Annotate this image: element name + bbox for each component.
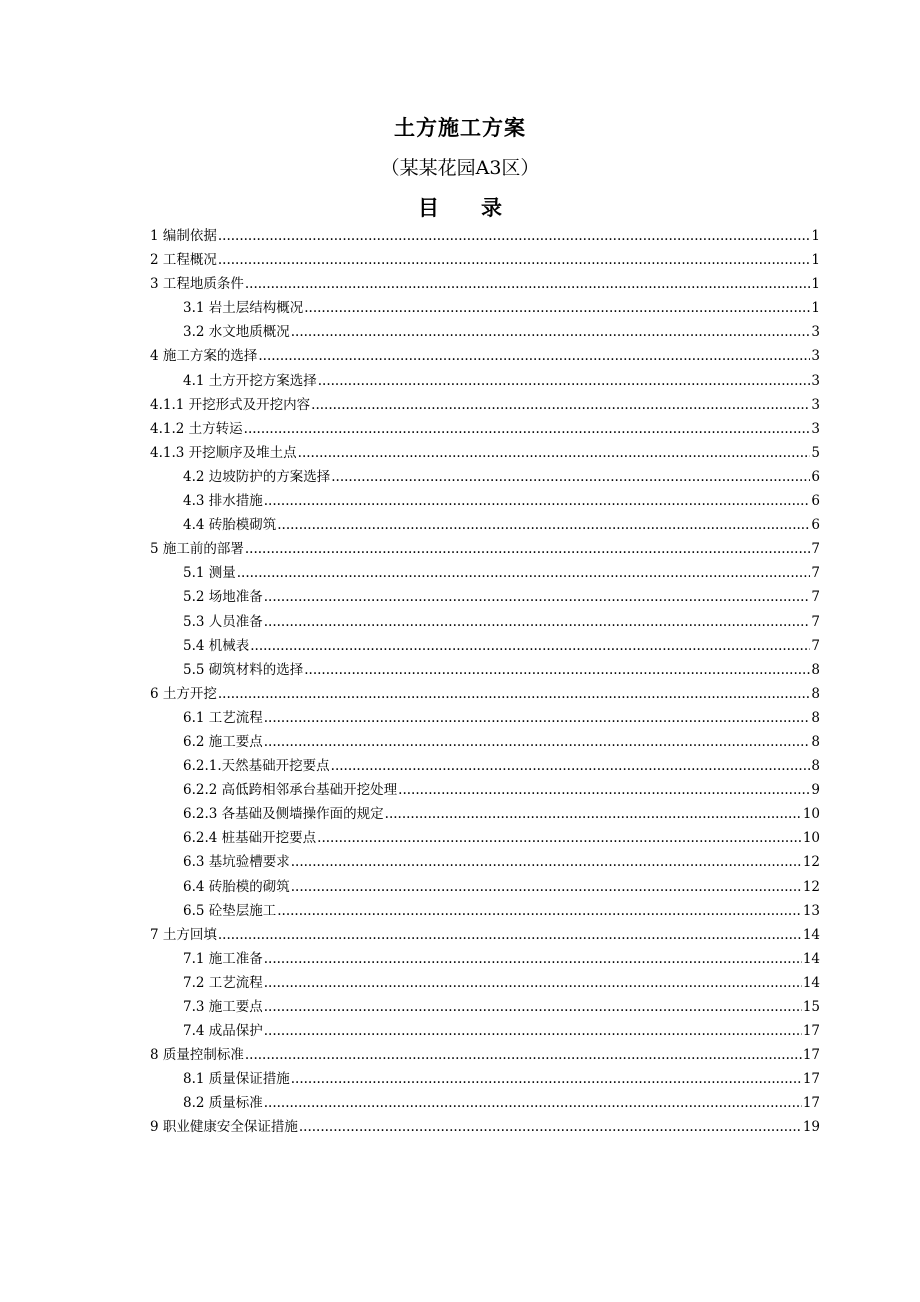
toc-dot-leader [237,561,811,585]
toc-entry-page-number: 3 [811,348,820,365]
toc-entry[interactable] [150,658,820,682]
toc-entry[interactable] [150,1115,820,1139]
document-title: 土方施工方案 [394,115,526,140]
toc-entry-page-number: 14 [802,950,820,967]
toc-entry-label: 6.4 砖胎模的砌筑 [183,878,290,895]
toc-entry[interactable] [150,465,820,489]
toc-entry-label: 5.3 人员准备 [183,613,263,630]
toc-entry-page-number: 13 [802,902,820,919]
toc-heading-left: 目 [418,195,439,220]
toc-entry-label: 4 施工方案的选择 [150,348,258,365]
toc-entry[interactable] [150,561,820,585]
toc-dot-leader [245,537,811,561]
toc-entry-label: 4.2 边坡防护的方案选择 [183,468,331,485]
toc-dot-leader [298,441,811,465]
toc-entry[interactable] [150,248,820,272]
toc-entry-page-number: 1 [811,300,820,317]
toc-entry-page-number: 6 [811,517,820,534]
toc-entry[interactable] [150,272,820,296]
toc-entry-page-number: 6 [811,493,820,510]
toc-dot-leader [218,682,811,706]
toc-entry-label: 4.1.2 土方转运 [150,420,243,437]
toc-entry-label: 7.1 施工准备 [183,950,263,967]
toc-entry[interactable] [150,489,820,513]
toc-entry-label: 6.2.4 桩基础开挖要点 [183,830,317,847]
toc-dot-leader [304,658,810,682]
toc-dot-leader [258,344,810,368]
toc-dot-leader [291,1067,802,1091]
toc-entry-label: 6 土方开挖 [150,685,217,702]
toc-entry-label: 6.2.2 高低跨相邻承台基础开挖处理 [183,782,398,799]
toc-entry-label: 1 编制依据 [150,228,217,244]
toc-dot-leader [277,899,802,923]
toc-entry-label: 7.4 成品保护 [183,1023,263,1040]
toc-entry-page-number: 8 [811,709,820,726]
toc-entry-label: 4.1.3 开挖顺序及堆土点 [150,444,297,461]
toc-dot-leader [264,995,802,1019]
toc-dot-leader [311,393,810,417]
toc-dot-leader [291,850,802,874]
toc-heading [0,192,920,222]
toc-dot-leader [304,296,810,320]
toc-dot-leader [264,1019,802,1043]
toc-entry[interactable] [150,634,820,658]
toc-entry-label: 4.1 土方开挖方案选择 [183,372,317,389]
toc-entry[interactable] [150,1091,820,1115]
toc-dot-leader [385,802,802,826]
toc-entry[interactable] [150,369,820,393]
toc-entry[interactable] [150,850,820,874]
toc-entry-label: 5.1 测量 [183,565,236,582]
toc-entry-page-number: 12 [802,878,820,895]
toc-entry-page-number: 14 [802,974,820,991]
toc-entry[interactable] [150,417,820,441]
toc-entry-label: 4.3 排水措施 [183,493,263,510]
toc-entry-label: 2 工程概况 [150,252,217,269]
toc-entry-page-number: 8 [811,733,820,750]
toc-entry-page-number: 7 [811,541,820,558]
toc-dot-leader [218,923,802,947]
toc-entry-label: 6.3 基坑验槽要求 [183,854,290,871]
toc-heading-right: 录 [481,195,502,220]
toc-entry-page-number: 7 [811,565,820,582]
toc-entry[interactable] [150,320,820,344]
toc-entry[interactable] [150,1019,820,1043]
toc-entry[interactable] [150,441,820,465]
toc-entry-page-number: 17 [802,1023,820,1040]
toc-entry-label: 6.1 工艺流程 [183,709,263,726]
toc-entry[interactable] [150,802,820,826]
toc-entry-page-number: 7 [811,637,820,654]
toc-entry[interactable] [150,682,820,706]
toc-entry[interactable] [150,296,820,320]
toc-entry-label: 6.2.1.天然基础开挖要点 [183,758,330,775]
toc-dot-leader [264,730,811,754]
toc-entry[interactable] [150,585,820,609]
toc-dot-leader [250,634,810,658]
toc-entry-label: 5.2 场地准备 [183,589,263,606]
toc-entry-page-number: 6 [811,468,820,485]
toc-entry-label: 3.2 水文地质概况 [183,324,290,341]
toc-entry-label: 5 施工前的部署 [150,541,244,558]
toc-entry-page-number: 3 [811,420,820,437]
toc-entry[interactable] [150,610,820,634]
toc-entry-label: 3.1 岩土层结构概况 [183,300,304,317]
toc-entry-page-number: 7 [811,589,820,606]
toc-entry[interactable] [150,947,820,971]
toc-entry-label: 7 土方回填 [150,926,217,943]
toc-entry-page-number: 10 [802,806,820,823]
toc-entry[interactable] [150,537,820,561]
toc-entry-label: 7.2 工艺流程 [183,974,263,991]
toc-entry-page-number: 10 [802,830,820,847]
toc-entry-page-number: 15 [802,999,820,1015]
toc-dot-leader [291,320,811,344]
toc-entry[interactable] [150,875,820,899]
toc-entry-page-number: 8 [811,758,820,775]
toc-entry[interactable] [150,1043,820,1067]
toc-entry[interactable] [150,1067,820,1091]
toc-entry-page-number: 14 [802,926,820,943]
toc-entry-label: 5.5 砌筑材料的选择 [183,661,304,678]
toc-entry[interactable] [150,899,820,923]
toc-entry[interactable] [150,778,820,802]
toc-entry[interactable] [150,971,820,995]
toc-dot-leader [264,971,802,995]
toc-dot-leader [331,465,810,489]
toc-dot-leader [331,754,811,778]
toc-entry-page-number: 1 [811,252,820,269]
toc-dot-leader [244,417,811,441]
toc-entry-page-number: 7 [811,613,820,630]
toc-entry[interactable] [150,754,820,778]
toc-entry-label: 3 工程地质条件 [150,276,244,293]
toc-dot-leader [245,272,811,296]
toc-entry-page-number: 3 [811,372,820,389]
toc-entry-label: 4.4 砖胎模砌筑 [183,517,277,534]
toc-entry-label: 8.2 质量标准 [183,1095,263,1112]
toc-dot-leader [264,489,811,513]
document-subtitle: （某某花园A3区） [380,157,540,179]
toc-dot-leader [318,369,811,393]
toc-entry-label: 6.2 施工要点 [183,733,263,750]
toc-dot-leader [264,585,811,609]
toc-dot-leader [317,826,802,850]
toc-dot-leader [218,248,811,272]
table-of-contents [150,224,820,1140]
toc-entry-page-number: 1 [811,228,820,244]
toc-dot-leader [291,875,802,899]
toc-entry[interactable] [150,706,820,730]
toc-entry-page-number: 3 [811,396,820,413]
toc-entry-label: 8.1 质量保证措施 [183,1071,290,1088]
toc-dot-leader [245,1043,802,1067]
toc-entry-label: 7.3 施工要点 [183,999,263,1015]
toc-dot-leader [277,513,810,537]
toc-entry-label: 5.4 机械表 [183,637,250,654]
toc-entry[interactable] [150,224,820,248]
toc-entry[interactable] [150,730,820,754]
toc-dot-leader [299,1115,802,1139]
toc-dot-leader [218,224,811,248]
toc-entry-page-number: 17 [802,1071,820,1088]
toc-entry-page-number: 17 [802,1047,820,1064]
toc-entry-label: 9 职业健康安全保证措施 [150,1119,298,1136]
toc-entry-page-number: 9 [811,782,820,799]
toc-dot-leader [398,778,810,802]
toc-entry[interactable] [150,826,820,850]
toc-dot-leader [264,706,811,730]
toc-entry-page-number: 19 [802,1119,820,1136]
toc-entry[interactable] [150,344,820,368]
toc-entry-page-number: 17 [802,1095,820,1112]
toc-dot-leader [264,947,802,971]
toc-entry-page-number: 8 [811,685,820,702]
toc-entry-label: 8 质量控制标准 [150,1047,244,1064]
toc-entry-page-number: 12 [802,854,820,871]
toc-entry[interactable] [150,513,820,537]
toc-entry[interactable] [150,995,820,1019]
toc-entry-page-number: 5 [811,444,820,461]
toc-entry-page-number: 3 [811,324,820,341]
toc-entry-label: 6.2.3 各基础及侧墙操作面的规定 [183,806,384,823]
toc-entry-label: 4.1.1 开挖形式及开挖内容 [150,396,311,413]
toc-entry-page-number: 8 [811,661,820,678]
toc-dot-leader [264,610,811,634]
toc-entry[interactable] [150,393,820,417]
toc-entry[interactable] [150,923,820,947]
toc-dot-leader [264,1091,802,1115]
toc-entry-label: 6.5 砼垫层施工 [183,902,277,919]
toc-entry-page-number: 1 [811,276,820,293]
